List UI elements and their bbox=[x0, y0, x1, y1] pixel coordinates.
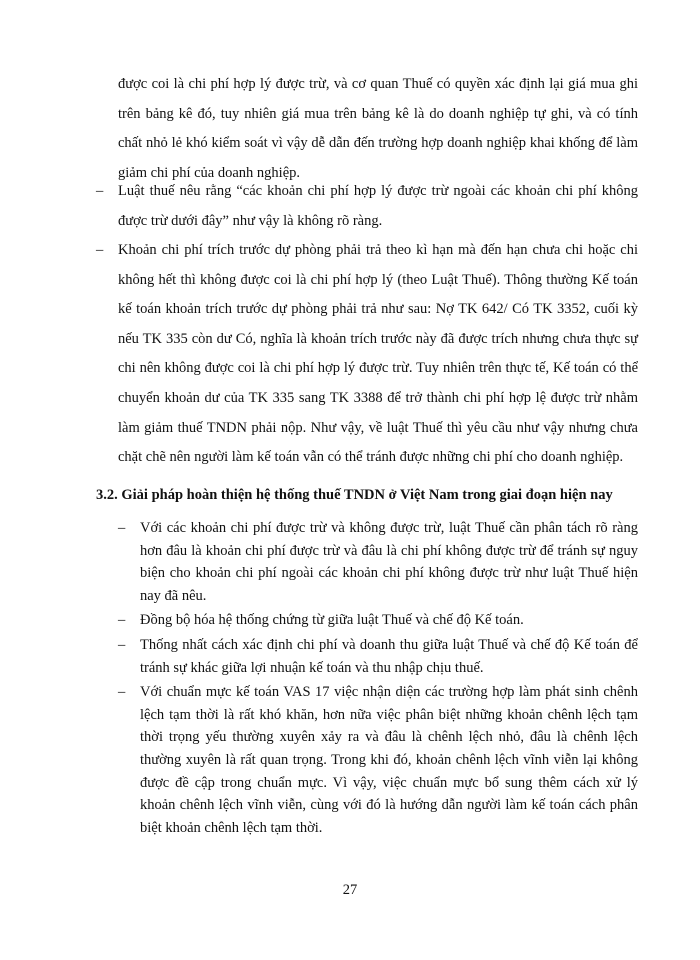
list-item bbox=[118, 634, 638, 679]
bullet-dash: – bbox=[118, 684, 126, 701]
bullet-text: Luật thuế nêu rằng “các khoản chi phí hợp lý được trừ ngoài các khoản chi phí không được trừ dưới đây” như vậy là không rõ ràng. bbox=[118, 183, 638, 229]
bullet-dash: – bbox=[118, 636, 126, 653]
solutions-list bbox=[118, 517, 638, 841]
bullet-dash: – bbox=[96, 183, 104, 199]
bullet-text: Khoản chi phí trích trước dự phòng phải trả theo kì hạn mà đến hạn chưa chi hoặc chi không hết thì không được coi là chi phí hợp lý (theo Luật Thuế). Thông thường Kế toán kế toán khoản trích trước dự phòng phải trả như sau: Nợ TK 642/ Có TK 3352, cuối kỳ nếu TK 335 còn dư Có, nghĩa là khoản trích trước này đã được trích nhưng chưa thực sự chi nên không được coi là chi phí hợp lý được trừ. Tuy nhiên trên thực tế, Kế toán có thể chuyển khoản dư của TK 335 sang TK 3388 để trở thành chi phí hợp lệ được trừ nhằm làm giảm thuế TNDN phải nộp. Như vậy, về luật Thuế thì yêu cầu như vậy nhưng chưa chặt chẽ nên người làm kế toán vẫn có thể tránh được những chi phí cho doanh nghiệp. bbox=[118, 242, 638, 466]
list-item bbox=[96, 177, 638, 236]
bullet-text: Với chuẩn mực kế toán VAS 17 việc nhận diện các trường hợp làm phát sinh chênh lệch tạm thời là rất khó khăn, hơn nữa việc phân biệt những khoản chênh lệch tạm thời trọng yếu thường xuyên xảy ra và đâu là chênh lệch nhỏ, đâu là chênh lệch thường xuyên là rất quan trọng. Trong khi đó, khoản chênh lệch vĩnh viễn lại không được đề cập trong chuẩn mực. Vì vậy, việc chuẩn mực bổ sung thêm cách xử lý khoản chênh lệch vĩnh viễn, cùng với đó là hướng dẫn người làm kế toán cách phân biệt khoản chênh lệch tạm thời. bbox=[140, 684, 638, 836]
bullet-text: Đồng bộ hóa hệ thống chứng từ giữa luật Thuế và chế độ Kế toán. bbox=[140, 612, 524, 629]
list-item bbox=[118, 609, 638, 632]
bullet-dash: – bbox=[118, 612, 126, 629]
list-item bbox=[96, 236, 638, 473]
section-heading: 3.2. Giải pháp hoàn thiện hệ thống thuế TNDN ở Việt Nam trong giai đoạn hiện nay bbox=[96, 487, 613, 503]
bullet-text: Thống nhất cách xác định chi phí và doanh thu giữa luật Thuế và chế độ Kế toán để tránh sự khác giữa lợi nhuận kế toán và thu nhập chịu thuế. bbox=[140, 636, 638, 676]
bullet-dash: – bbox=[96, 242, 104, 258]
page-number: 27 bbox=[342, 882, 358, 898]
continuation-paragraph: được coi là chi phí hợp lý được trừ, và cơ quan Thuế có quyền xác định lại giá mua ghi trên bảng kê đó, tuy nhiên giá mua trên bảng kê là do doanh nghiệp tự ghi, và có tính chất nhỏ lẻ khó kiểm soát vì vậy dễ dẫn đến trường hợp doanh nghiệp khai khống để làm giảm chi phí của doanh nghiệp. bbox=[118, 76, 638, 181]
list-item bbox=[118, 517, 638, 607]
list-item bbox=[118, 681, 638, 839]
bullet-text: Với các khoản chi phí được trừ và không được trừ, luật Thuế cần phân tách rõ ràng hơn đâu là khoản chi phí được trừ và đâu là chi phí không được trừ để tránh sự nguy biện cho khoản chi phí ngoài các khoản chi phí không được trừ như luật Thuế hiện nay đã nêu. bbox=[140, 520, 638, 604]
bullet-dash: – bbox=[118, 520, 126, 536]
